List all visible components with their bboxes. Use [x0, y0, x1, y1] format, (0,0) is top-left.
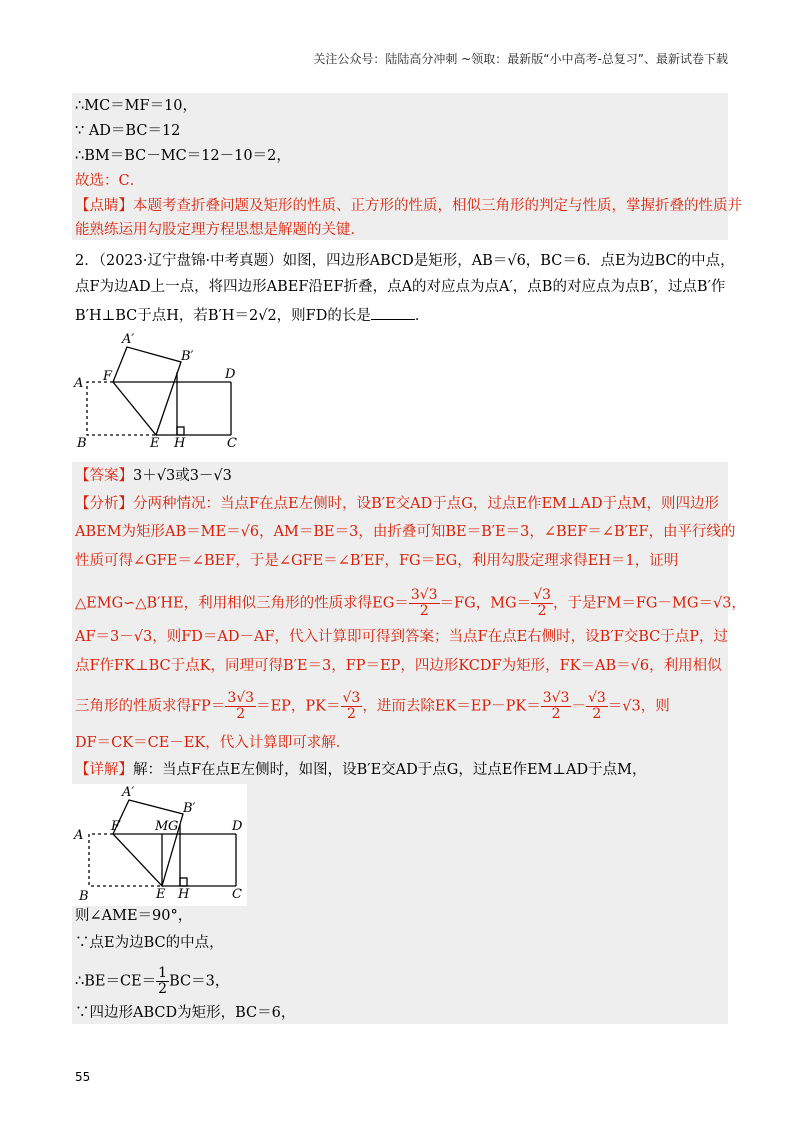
analysis-4a: △EMG∽△B′HE，利用相似三角形的性质求得EG＝ — [75, 595, 409, 612]
analysis-line-5: AF＝3－√3，则FD＝AD－AF，代入计算即可得到答案；当点F在点E右侧时，设B′F交BC于点P，过 — [75, 629, 728, 645]
analysis-line-2: ABEM为矩形AB＝ME＝√6，AM＝BE＝3，由折叠可知BE＝B′E＝3，∠BEF＝∠B′EF，由平行线的 — [75, 524, 736, 540]
detail-4b: BC＝3， — [169, 973, 230, 990]
folded-quad — [113, 347, 181, 435]
fraction-mg-den: 2 — [537, 603, 547, 619]
fraction-half-num: 1 — [158, 965, 168, 981]
figure-2 — [72, 784, 247, 906]
label-b-prime: B′ — [183, 801, 196, 816]
fraction-pk2 — [586, 691, 608, 722]
analysis-7d: － — [571, 698, 586, 715]
fraction-ep-num: 3√3 — [542, 690, 570, 706]
label-e: E — [150, 436, 160, 451]
analysis-tag: 【分析】 — [75, 496, 133, 512]
label-a-prime: A′ — [122, 785, 135, 800]
fraction-pk-den: 2 — [346, 706, 356, 722]
detail-line-2: 则∠AME＝90°， — [75, 908, 193, 924]
fraction-eg-den: 2 — [419, 603, 429, 619]
analysis-line-7 — [75, 691, 670, 722]
analysis-line-3: 性质可得∠GFE＝∠BEF，于是∠GFE＝∠B′EF，FG＝EG，利用勾股定理求得EH＝1，证明 — [75, 553, 679, 569]
analysis-line-8: DF＝CK＝CE－EK，代入计算即可求解． — [75, 735, 351, 751]
analysis-line-4 — [75, 588, 746, 619]
analysis-7c: ，进而去除EK＝EP－PK＝ — [362, 698, 541, 715]
analysis-7e: ＝√3，则 — [607, 698, 670, 715]
figure-1 — [72, 330, 247, 452]
analysis-4c: ，于是FM＝FG－MG＝√3， — [552, 595, 746, 612]
dianjing-tag: 【点睛】 — [75, 198, 133, 214]
detail-line-4 — [75, 966, 229, 997]
dianjing-line-1 — [75, 196, 742, 216]
label-e: E — [156, 887, 166, 902]
answer-blank — [371, 305, 415, 320]
label-c: C — [232, 887, 242, 902]
rect-dashed-edges — [87, 382, 156, 435]
fraction-fp — [225, 691, 256, 722]
detail-4a: ∴BE＝CE＝ — [75, 973, 157, 990]
fraction-half-den: 2 — [158, 981, 168, 997]
label-g: G — [168, 819, 179, 834]
answer-tag: 【答案】 — [75, 468, 133, 484]
label-b: B — [79, 889, 89, 904]
fraction-fp-den: 2 — [236, 706, 246, 722]
fraction-mg — [531, 588, 553, 619]
label-d: D — [232, 819, 243, 834]
detail-text-1: 解：当点F在点E左侧时，如图，设B′E交AD于点G，过点E作EM⊥AD于点M， — [133, 762, 647, 778]
page-number: 55 — [75, 1070, 91, 1084]
fraction-ep-den: 2 — [551, 706, 561, 722]
label-f: F — [103, 369, 113, 384]
page-header: 关注公众号：陆陆高分冲刺 ~领取：最新版“小中高考-总复习”、最新试卷下载 — [313, 52, 728, 66]
detail-line-5: ∵四边形ABCD为矩形，BC＝6， — [75, 1005, 296, 1021]
solution-line-1: ∴MC＝MF＝10， — [75, 98, 198, 114]
analysis-text-1: 分两种情况：当点F在点E左侧时，设B′E交AD于点G，过点E作EM⊥AD于点M，则四边形 — [133, 496, 719, 512]
fraction-ep — [541, 691, 572, 722]
detail-tag: 【详解】 — [75, 762, 133, 778]
solution-choice: 故选：C． — [75, 173, 145, 189]
label-c: C — [227, 436, 237, 451]
fraction-fp-num: 3√3 — [227, 690, 255, 706]
label-a: A — [74, 376, 84, 391]
label-m: M — [155, 819, 169, 834]
question-line-1: 2．（2023·辽宁盘锦·中考真题）如图，四边形ABCD是矩形，AB＝√6，BC＝6．点E为边BC的中点， — [75, 253, 735, 269]
label-a: A — [74, 828, 84, 843]
analysis-4b: ＝FG，MG＝ — [439, 595, 532, 612]
question-line-2: 点F为边AD上一点，将四边形ABEF沿EF折叠，点A的对应点为点A′，点B的对应点为点B′，过点B′作 — [75, 279, 726, 295]
analysis-line-1 — [75, 494, 719, 514]
dianjing-text: 本题考查折叠问题及矩形的性质、正方形的性质，相似三角形的判定与性质，掌握折叠的性质并 — [133, 198, 742, 214]
answer-value: 3＋√3或3－√3 — [133, 468, 232, 484]
detail-line-3: ∵点E为边BC的中点， — [75, 935, 224, 951]
fraction-mg-num: √3 — [533, 587, 551, 603]
dianjing-line-2: 能熟练运用勾股定理方程思想是解题的关键． — [75, 222, 365, 238]
fraction-pk2-den: 2 — [592, 706, 602, 722]
right-angle-mark — [177, 427, 184, 435]
analysis-7a: 三角形的性质求得FP＝ — [75, 698, 226, 715]
analysis-7b: ＝EP，PK＝ — [256, 698, 341, 715]
label-f: F — [111, 819, 121, 834]
fraction-eg — [409, 588, 440, 619]
fraction-pk2-num: √3 — [587, 690, 606, 706]
fraction-pk-num: √3 — [342, 690, 361, 706]
solution-line-2: ∵ AD＝BC＝12 — [75, 123, 181, 139]
question-end: ． — [414, 308, 430, 324]
answer-line — [75, 466, 232, 486]
label-b: B — [77, 436, 87, 451]
label-h: H — [178, 887, 190, 902]
detail-line-1 — [75, 760, 646, 780]
label-b-prime: B′ — [181, 349, 194, 364]
label-d: D — [225, 367, 236, 382]
question-line-3 — [75, 305, 429, 326]
fraction-pk — [341, 691, 363, 722]
label-h: H — [174, 436, 186, 451]
fraction-half — [156, 966, 169, 997]
label-a-prime: A′ — [122, 332, 135, 347]
fraction-eg-num: 3√3 — [410, 587, 438, 603]
analysis-line-6: 点F作FK⊥BC于点K，同理可得B′E＝3，FP＝EP，四边形KCDF为矩形，FK＝AB＝√6，利用相似 — [75, 658, 722, 674]
question-text: B′H⊥BC于点H，若B′H＝2√2，则FD的长是 — [75, 308, 371, 324]
solution-line-3: ∴BM＝BC－MC＝12－10＝2， — [75, 148, 291, 164]
